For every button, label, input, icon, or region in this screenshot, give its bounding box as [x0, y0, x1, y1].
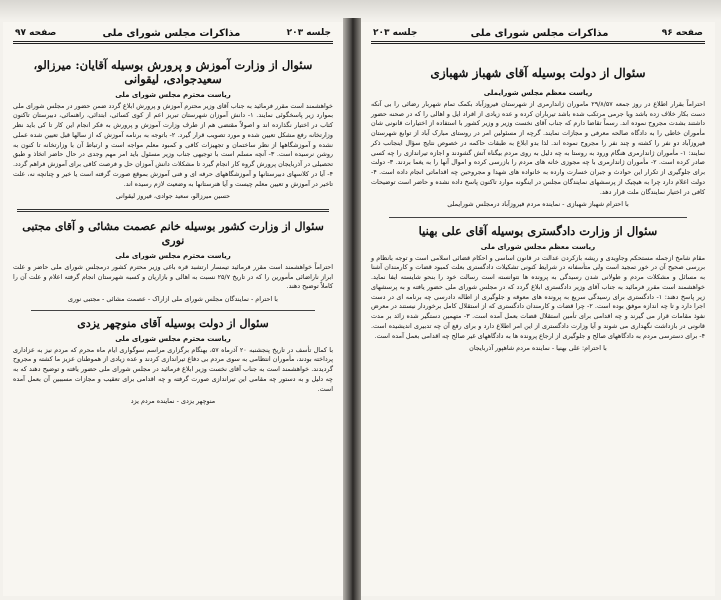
left-q2-address: ریاست محترم مجلس شورای ملی — [115, 251, 231, 260]
right-q2-body: مقام شامخ ازجمله مستحکم وجاویدی و ریشه بازکردن عدالت در قانون اساسی و احکام قضائی اسلامی است و توجه بانظام و بررسی صحیح آن در خور تمجید است ولی متأسفانه در شرایط کنونی تشکیلات دادگستری بعلت کمبود قضات و کارمندان آشنا به مسائل و مشکلات مردم و طولانی شدن رسیدگی به پرونده ها نتوانسته است رسالت خود را بنحو شایسته ایفا نماید. خواهشمند است مقرر فرمائید به جناب آقای وزیر دادگستری ابلاغ گردد که در مجلس شورای ملی حضور یافته و به پرسشهای زیر پاسخ دهند: ۱- دادگستری برای رسیدگی سریع به پرونده های معوقه و جلوگیری از اطاله دادرسی چه برنامه ای در دست اجرا دارد و تا چه اندازه موفق بوده است. ۲- چرا قضات و کارمندان دادگستری که از استقلال کامل برخوردار نیستند در معرض نفوذ مقامات قرار می گیرند و چه اقدامی برای تأمین استقلال قضات بعمل آمده است. ۳- متهمین دستگیر شده زائد بر مدت قانونی در بازداشت نگهداری می شوند و آیا وزارت دادگستری از این امر اطلاع دارد و برای رفع آن چه تدبیری اندیشیده است. ۴- برای دسترسی مردم به دادگاههای صالح و جلوگیری از ارجاع پرونده ها به دادگاههای غیر صالح چه اقدامی بعمل آمده است. — [371, 253, 706, 340]
right-q2-title: سئوال از وزارت دادگستری بوسیله آقای علی بهنیا — [418, 224, 658, 239]
left-page-header — [13, 22, 333, 44]
book-gutter — [343, 18, 361, 600]
left-page-number: صفحه ۹۷ — [15, 28, 57, 38]
right-q1-body: احتراماً بقرار اطلاع در روز جمعه ۲۹/۸/۵۷ ماموران ژاندارمری از شهرستان فیروزآباد بکمک تمام شهربار رضائی را بی آنکه دست بکار خلاف زده باشد ویا جرمی مرتکب شده باشد تیرباران کرده و عده زیادی از افراد ایل و اهالی را که در صحنه حضور داشتند بشدت مجروح نموده اند. رسماً تقاضا دارم که جناب آقای نخست وزیر و وزیر کشور با استفاده از اختیارات قانونی شان مأموران خاطی را به دادگاه صالحه معرفی و مجازات نمایند. گرچه از مسئولین امر در روستای مبارک آباد از توابع شهرستان فیروزآباد دو نفر را کشته و چند نفر را مجروح نموده اند. لذا بدو ابلاغ به طبقات حاکمه در خصوص نتایج سؤال اینجانب ذکر نمایند: ۱- مأموران ژاندارمری هنگام ورود به روستا به چه دلیل به روی مردم بیگناه آتش گشودند و اجازه تیراندازی را چه کسی صادر کرده است. ۲- مأموران ژاندارمری با چه مجوزی خانه های مردم را بازرسی کرده و اموال آنها را به یغما بردند. ۳- دولت برای جلوگیری از تکرار این حوادث و جبران خسارت وارده به خانواده های شهدا و مجروحین چه اقداماتی انجام داده است. ۴- دولت اعلام دارد چرا به هیچیک از پرسشهای نمایندگان مجلس در اینگونه موارد تاکنون پاسخ داده نشده و حاضر است توضیحات کافی در اختیار نمایندگان ملت قرار دهد. — [371, 100, 705, 196]
right-session-number: جلسه ۲۰۳ — [373, 28, 418, 38]
right-running-title: مذاکرات مجلس شورای ملی — [470, 27, 609, 39]
scan-top-edge — [0, 0, 721, 20]
right-page-number: صفحه ۹۶ — [661, 28, 703, 38]
right-q1-signature: با احترام شهباز شهبازی - نماینده مردم فیروزآباد درمجلس شورایملی — [447, 200, 629, 209]
left-divider-1 — [17, 209, 329, 212]
left-q1-signature: حسین میرزالو، سعید جوادی، فیروز لیقوانی — [115, 192, 231, 201]
right-q1-title: سئوال از دولت بوسیله آقای شهباز شهبازی — [430, 66, 646, 80]
left-q2-title: سئوال از وزارت کشور بوسیله خانم عصمت مشائی و آقای مجتبی نوری — [22, 220, 324, 248]
left-q2-body: احتراماً خواهشمند است مقرر فرمائید تیمسار ارتشبد قره باغی وزیر محترم کشور درمجلس شورای ملی حاضر و علت ابراز ناراضائی مأمورین را که در تاریخ ۲۵/۷ نسبت به اهالی و بازاریان و کسبه شهرستان انجام گرفته اعلام و علت آن را کاملاً توضیح دهند. — [13, 262, 333, 291]
right-divider-1 — [389, 217, 687, 218]
left-q1-body: خواهشمند است مقرر فرمائید به جناب آقای وزیر محترم آموزش و پرورش ابلاغ گردد ضمن حضور در مجلس شورای ملی بموارد زیر پاسخگوئی نمایند. ۱- دانش آموزان شهرستان تبریز اعم از کوی کسائی، ابتدائی، راهنمائی، دبیرستان تاکنون کتاب در اختیار نگذارده اند و اصولاً مقتضی هم از طرف وزارت آموزش و پرورش به فکر انجام این کار تا کی باید نظر وزارتخانه رفع مشکل تعیین شده و مورد تصویب قرار گیرد. ۲- باتوجه به برنامه آموزش که از سالها قبل تعیین شده عملی نشده و آموزشگاهها از نظر ساختمان و تجهیزات کافی و کمبود معلم مواجه است و ارتباط آن با وزارتخانه تا کنون به روشن نرسیده است. ۳- آنچه مسلم است با توجیهی جناب وزیر مسئول باید امر مهم وجدی در حال حاضر اتخاذ و طبق تحصیلی در آذربایجان پرورش گروه کار انجام گیرد تا مشکلات دانش آموزان حل و فرصت کافی برای آموزش فراهم گردد. ۴- آیا در کلاسهای دبیرستانها و آموزشگاههای حرفه ای و فنی آموزش بموقع صورت گرفته است یا خیر و چنانچه نه، علت تاخیر در آموزش و تعیین معلم چیست و آیا هنرستانها به وضعیت لازم رسیده اند. — [13, 101, 333, 188]
left-running-title: مذاکرات مجلس شورای ملی — [102, 27, 241, 39]
left-q1-address: ریاست محترم مجلس شورای ملی — [115, 90, 231, 99]
left-q3-address: ریاست محترم مجلس شورای ملی — [115, 334, 231, 343]
right-q2-signature: با احترام: علی بهنیا - نماینده مردم شاهپور آذربایجان — [469, 344, 607, 353]
right-q1-address: ریاست معظم مجلس شورایملی — [483, 89, 593, 97]
left-q3-body: با کمال تأسف در تاریخ پنجشنبه ۲۰ آذرماه ۵۷، بهنگام برگزاری مراسم سوگواری ایام ماه محرم که مردم نیز به عزاداری پرداخته بودند، مأموران انتظامی به سوی مردم بی دفاع تیراندازی کردند و عده زیادی از هموطنان عزیز ما کشته و مجروح گردیدند. خواهشمند است به جناب آقای نخست وزیر ابلاغ فرمائید در مجلس شورای ملی حضور یافته و توضیح دهند که به چه دلیل و به دستور چه مقامی این تیراندازی صورت گرفته و چه اقدامی برای تعقیب و مجازات مسببین آن بعمل آمده است. — [13, 345, 333, 393]
left-page — [3, 22, 343, 596]
left-q3-title: سئوال از دولت بوسیله آقای منوچهر یزدی — [77, 317, 269, 330]
right-page-header — [371, 22, 705, 44]
right-q2-address: ریاست معظم مجلس شورای ملی — [480, 242, 596, 251]
left-q1-title: سئوال از وزارت آموزش و پرورش بوسیله آقایان: میرزالو، سعیدجوادی، لیقوانی — [33, 58, 313, 87]
left-divider-2 — [31, 310, 315, 311]
left-session-number: جلسه ۲۰۳ — [286, 28, 331, 38]
left-q2-signature: با احترام - نمایندگان مجلس شورای ملی ازاراک - عصمت مشائی - مجتبی نوری — [68, 295, 278, 304]
right-page — [361, 22, 715, 596]
left-q3-signature: منوچهر یزدی - نماینده مردم یزد — [130, 397, 216, 406]
